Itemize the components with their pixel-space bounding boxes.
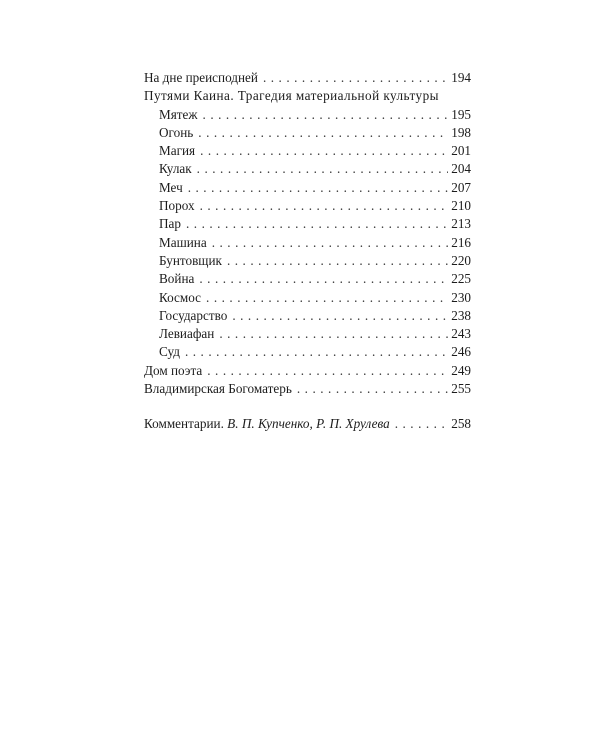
toc-entry-title: Суд bbox=[159, 344, 180, 360]
toc-entry-magiya bbox=[144, 142, 471, 160]
toc-entry-title bbox=[144, 415, 390, 433]
toc-entry-title: Порох bbox=[159, 198, 195, 214]
leader-dots bbox=[263, 69, 448, 87]
leader-dots bbox=[297, 380, 448, 398]
leader-dots bbox=[188, 179, 448, 197]
toc-entry-title: Кулак bbox=[159, 161, 192, 177]
toc-entry-page: 194 bbox=[451, 70, 471, 85]
toc-entry-mech bbox=[144, 179, 471, 197]
toc-entry-authors: В. П. Купченко, Р. П. Хрулева bbox=[227, 416, 390, 432]
toc-entry-vladimirskaya-bogomater bbox=[144, 380, 471, 398]
toc-entry-na-dne-preispodnei bbox=[144, 69, 471, 87]
toc-entry-page: 258 bbox=[451, 416, 471, 432]
toc-entry-porokh bbox=[144, 197, 471, 215]
toc-entry-title: Левиафан bbox=[159, 326, 215, 342]
toc-entry-page: 238 bbox=[451, 307, 471, 323]
toc-entry-title: На дне преисподней bbox=[144, 70, 258, 85]
toc-entry-title: Бунтовщик bbox=[159, 252, 222, 268]
toc-entry-page: 201 bbox=[451, 143, 471, 159]
toc-entry-page: 246 bbox=[451, 344, 471, 360]
leader-dots bbox=[200, 197, 448, 215]
toc-entry-kommentarii bbox=[144, 415, 471, 433]
toc-entry-label: Комментарии. bbox=[144, 416, 224, 432]
toc-entry-page: 207 bbox=[451, 179, 471, 195]
leader-dots bbox=[395, 415, 448, 433]
toc-entry-title: Дом поэта bbox=[144, 362, 203, 378]
toc-entry-title: Магия bbox=[159, 143, 196, 159]
toc-entry-page: 243 bbox=[451, 326, 471, 342]
toc-entry-sud bbox=[144, 343, 471, 361]
toc-entry-leviafan bbox=[144, 325, 471, 343]
leader-dots bbox=[207, 362, 448, 380]
toc-entry-title: Пар bbox=[159, 216, 181, 232]
leader-dots bbox=[197, 160, 448, 178]
toc-entry-page: 249 bbox=[451, 362, 471, 378]
toc-entry-page: 220 bbox=[451, 252, 471, 268]
toc-entry-ogon bbox=[144, 124, 471, 142]
toc-entry-page: 213 bbox=[451, 216, 471, 232]
toc-entry-myatezh bbox=[144, 106, 471, 124]
toc-entry-page: 210 bbox=[451, 198, 471, 214]
toc-entry-par bbox=[144, 215, 471, 233]
toc-entry-page: 195 bbox=[451, 106, 471, 122]
toc-entry-title: Машина bbox=[159, 234, 207, 250]
toc-entry-title: Владимирская Богоматерь bbox=[144, 381, 292, 397]
toc-entry-mashina bbox=[144, 234, 471, 252]
toc-entry-title: Космос bbox=[159, 289, 202, 305]
toc-entry-dom-poeta bbox=[144, 362, 471, 380]
toc-entry-title: Война bbox=[159, 271, 195, 287]
leader-dots bbox=[219, 325, 448, 343]
toc-entry-voina bbox=[144, 270, 471, 288]
leader-dots bbox=[227, 252, 448, 270]
toc-entry-page: 225 bbox=[451, 271, 471, 287]
leader-dots bbox=[199, 270, 448, 288]
toc-entry-page: 230 bbox=[451, 289, 471, 305]
toc-entry-kulak bbox=[144, 160, 471, 178]
toc-entry-kosmos bbox=[144, 289, 471, 307]
leader-dots bbox=[212, 234, 448, 252]
toc-entry-page: 216 bbox=[451, 234, 471, 250]
leader-dots bbox=[200, 142, 448, 160]
toc-entry-title: Мятеж bbox=[159, 106, 198, 122]
toc-entry-title: Меч bbox=[159, 179, 183, 195]
toc-entry-title: Огонь bbox=[159, 124, 194, 140]
toc-entry-page: 255 bbox=[451, 381, 471, 397]
toc-entry-title: Государство bbox=[159, 307, 228, 323]
table-of-contents bbox=[144, 69, 471, 434]
toc-entry-buntovshchik bbox=[144, 252, 471, 270]
toc-entry-page: 204 bbox=[451, 161, 471, 177]
leader-dots bbox=[198, 124, 448, 142]
toc-entry-page: 198 bbox=[451, 124, 471, 140]
leader-dots bbox=[232, 307, 448, 325]
leader-dots bbox=[203, 106, 448, 124]
leader-dots bbox=[206, 289, 448, 307]
leader-dots bbox=[185, 343, 448, 361]
toc-section-heading bbox=[144, 87, 471, 105]
toc-section-title: Путями Каина. Трагедия материальной культуры bbox=[144, 88, 439, 104]
toc-entry-gosudarstvo bbox=[144, 307, 471, 325]
leader-dots bbox=[186, 215, 448, 233]
